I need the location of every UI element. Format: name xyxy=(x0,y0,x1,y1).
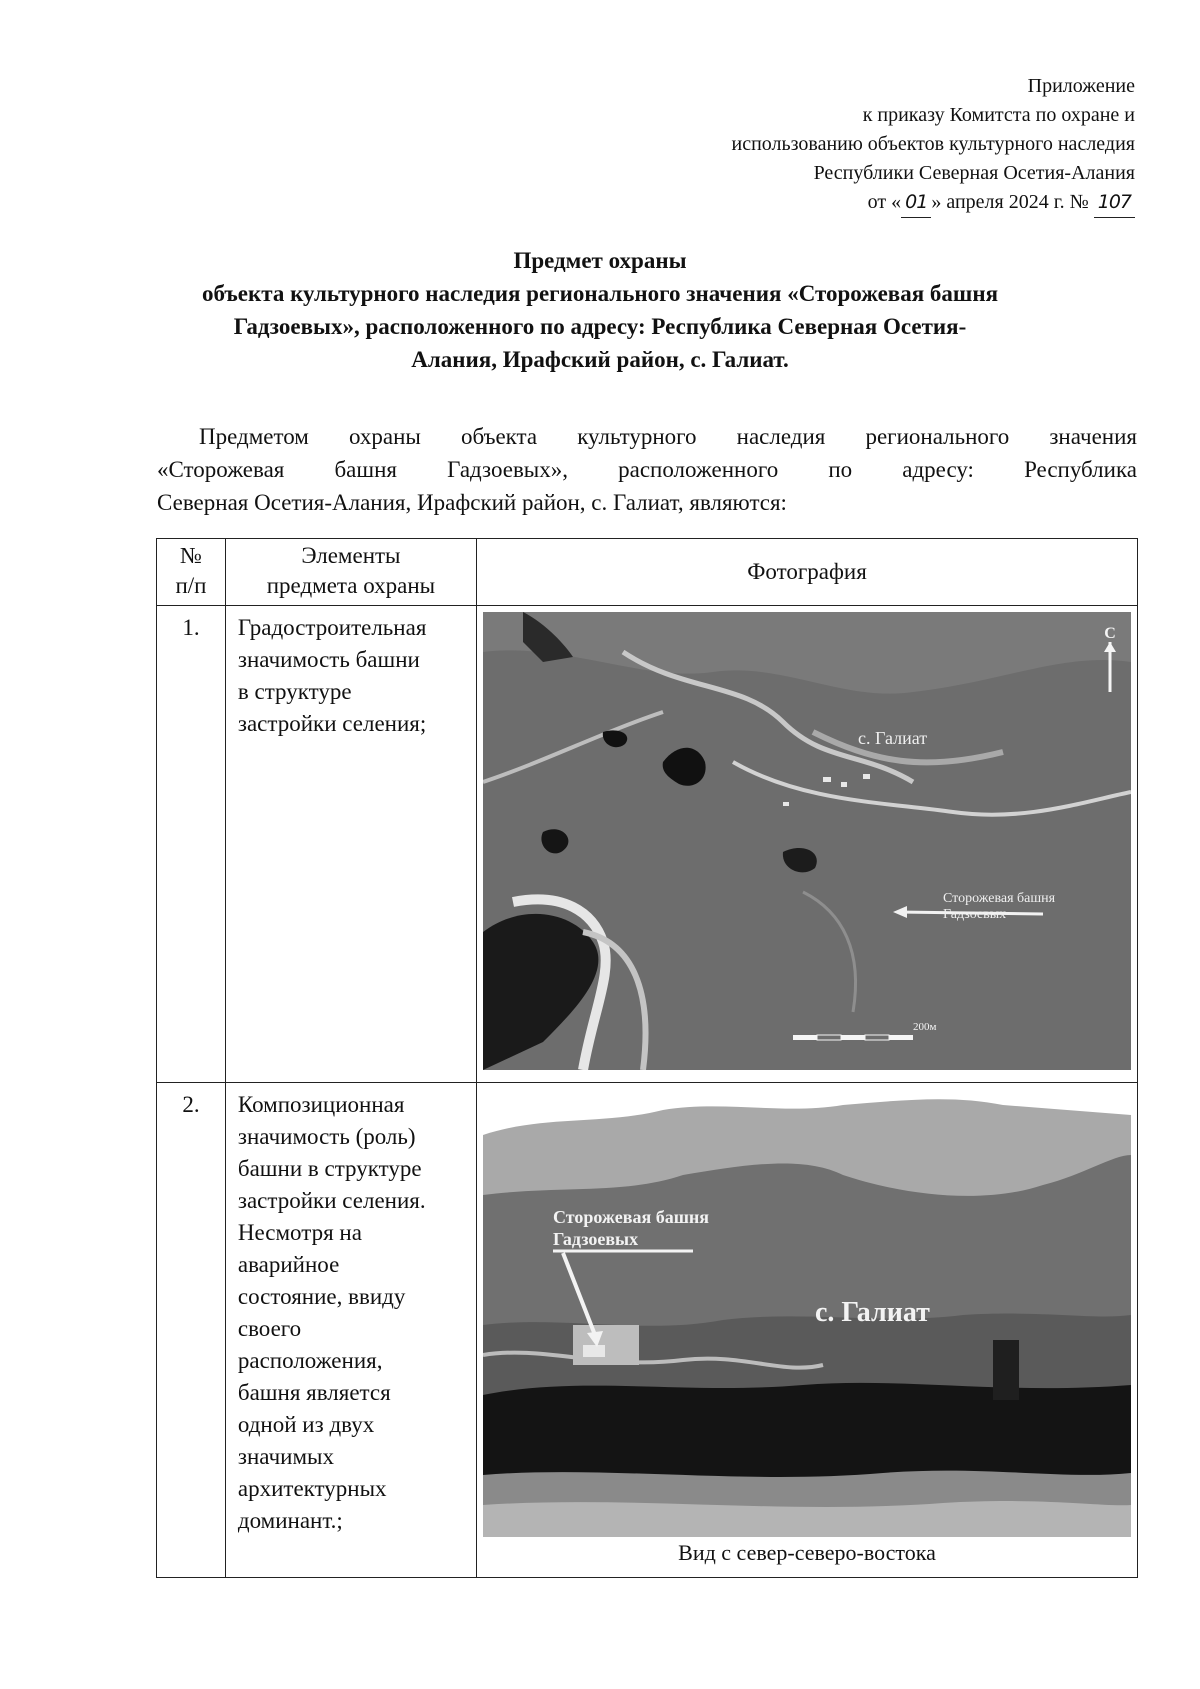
element-line: в структуре xyxy=(237,679,352,704)
header-elements-line-2: предмета охраны xyxy=(266,573,436,598)
date-prefix: от « xyxy=(867,191,902,213)
title-line-3: Гадзоевых», расположенного по адресу: Республика Северная Осетия- xyxy=(233,314,967,339)
element-line: застройки селения; xyxy=(237,711,427,736)
satellite-map-photo xyxy=(483,612,1131,1070)
row-elements xyxy=(225,606,476,1083)
element-line: значимость башни xyxy=(237,647,420,672)
element-line: значимость (роль) xyxy=(237,1124,416,1149)
title-line-2: объекта культурного наследия регионального значения «Сторожевая башня xyxy=(201,281,999,306)
protection-subject-table xyxy=(156,538,1138,1578)
intro-line-2: «Сторожевая башня Гадзоевых», расположенного по адресу: Республика xyxy=(157,457,1137,482)
intro-line-3: Северная Осетия-Алания, Ирафский район, с. Галиат, являются: xyxy=(157,490,787,515)
date-middle: » апреля 2024 г. № xyxy=(931,191,1089,213)
photo-caption: Вид с север-северо-востока xyxy=(678,1540,936,1565)
row-elements xyxy=(225,1083,476,1578)
header-elements-line-1: Элементы xyxy=(301,543,401,568)
north-arrow-label: С xyxy=(1104,625,1116,642)
element-line: одной из двух xyxy=(237,1412,375,1437)
table-header-row xyxy=(157,539,1138,606)
header-photo: Фотография xyxy=(477,539,1138,606)
header-order-ref: к приказу Комитста по охране и xyxy=(862,104,1135,126)
tower-label-line-2: Гадзоевых xyxy=(553,1229,639,1249)
header-date-line xyxy=(435,188,1135,218)
element-line: значимых xyxy=(237,1444,334,1469)
row-number: 2. xyxy=(157,1083,226,1578)
map-tower-label-2: Гадзоевых xyxy=(943,907,1007,922)
map-tower-label-1: Сторожевая башня xyxy=(943,891,1056,906)
element-line: Градостроительная xyxy=(237,615,427,640)
element-line: архитектурных xyxy=(237,1476,387,1501)
element-line: башни в структуре xyxy=(237,1156,422,1181)
header-elements xyxy=(225,539,476,606)
element-line: состояние, ввиду xyxy=(237,1284,406,1309)
header-committee: использованию объектов культурного наследия xyxy=(731,133,1135,155)
table-row xyxy=(157,1083,1138,1578)
header-number xyxy=(157,539,226,606)
element-line: башня является xyxy=(237,1380,391,1405)
map-village-label: с. Галиат xyxy=(858,728,928,748)
element-line: Композиционная xyxy=(237,1092,405,1117)
scale-bar-icon xyxy=(793,1035,817,1040)
tower-label-line-1: Сторожевая башня xyxy=(553,1207,709,1227)
document-title xyxy=(100,244,1100,376)
element-line: доминант.; xyxy=(237,1508,343,1533)
handwritten-day: 01 xyxy=(901,188,931,218)
handwritten-order-number: 107 xyxy=(1094,188,1135,218)
intro-paragraph xyxy=(157,420,1137,519)
title-line-4: Алания, Ирафский район, с. Галиат. xyxy=(411,347,789,372)
village-label: с. Галиат xyxy=(815,1297,930,1328)
row-photo-cell xyxy=(477,606,1138,1083)
title-line-1: Предмет охраны xyxy=(513,248,687,273)
header-republic: Республики Северная Осетия-Алания xyxy=(813,162,1135,184)
element-line: застройки селения. xyxy=(237,1188,426,1213)
element-line: расположения, xyxy=(237,1348,383,1373)
element-line: аварийное xyxy=(237,1252,340,1277)
element-line: своего xyxy=(237,1316,302,1341)
row-number: 1. xyxy=(157,606,226,1083)
row-photo-cell xyxy=(477,1083,1138,1578)
scale-label: 200м xyxy=(913,1021,937,1033)
table-row xyxy=(157,606,1138,1083)
header-appendix: Приложение xyxy=(1027,75,1135,97)
landscape-photo xyxy=(483,1095,1131,1537)
document-header xyxy=(435,72,1135,218)
element-line: Несмотря на xyxy=(237,1220,362,1245)
header-number-line-1: № xyxy=(179,543,202,568)
header-number-line-2: п/п xyxy=(175,573,207,598)
intro-line-1: Предметом охраны объекта культурного наследия регионального значения xyxy=(199,424,1137,449)
